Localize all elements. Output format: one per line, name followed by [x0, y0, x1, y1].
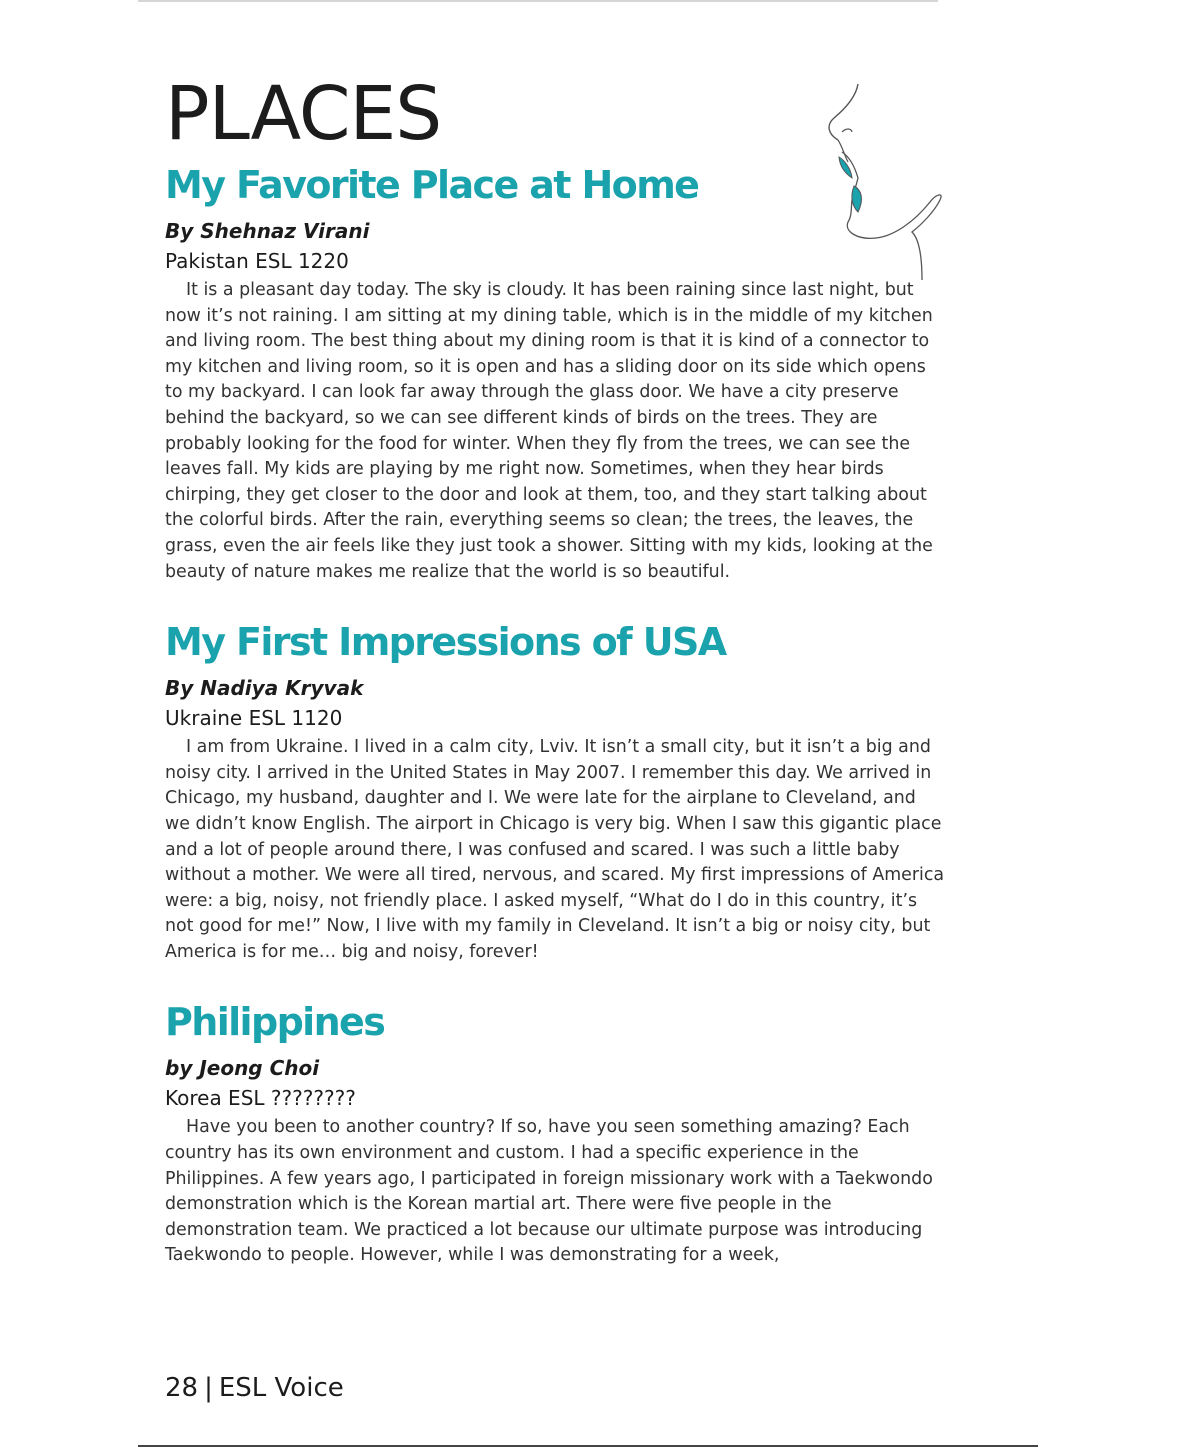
publication-name: ESL Voice — [218, 1373, 344, 1403]
article-origin: Pakistan ESL 1220 — [165, 249, 349, 273]
article-body: I am from Ukraine. I lived in a calm city, Lviv. It isn’t a small city, but it isn’t a big and noisy city. I arrived in the United States in May 2007. I remember this day. We arrived in Chicago, my husband, daughter and I. We were late for the airplane to Cleveland, and we didn’t know English. The airport in Chicago is very big. When I saw this gigantic place and a lot of people around there, I was confused and scared. I was such a little baby without a mother. We were all tired, nervous, and scared. My first impressions of America were: a big, noisy, not friendly place. I asked myself, “What do I do in this country, it’s not good for me!” Now, I live with my family in Cleveland. It isn’t a big or noisy city, but America is for me… big and noisy, forever! — [165, 737, 945, 962]
article-first-impressions — [165, 615, 945, 965]
top-divider — [138, 0, 938, 2]
article-body: It is a pleasant day today. The sky is cloudy. It has been raining since last night, but now it’s not raining. I am sitting at my dining table, which is in the middle of my kitchen and living room. The best thing about my dining room is that it is kind of a connector to my kitchen and living room, so it is open and has a sliding door on its side which opens to my backyard. I can look far away through the glass door. We have a city preserve behind the backyard, so we can see different kinds of birds on the trees. They are probably looking for the food for winter. When they fly from the trees, we can see the leaves fall. My kids are playing by me right now. Sometimes, when they hear birds chirping, they get closer to the door and look at them, too, and they start talking about the colorful birds. After the rain, everything seems so clean; the trees, the leaves, the grass, even the air feels like they just took a shower. Sitting with my kids, looking at the beauty of nature makes me realize that the world is so beautiful. — [165, 280, 933, 582]
page-number: 28 — [165, 1373, 199, 1403]
article-origin: Korea ESL ???????? — [165, 1086, 356, 1111]
article-title: My Favorite Place at Home — [165, 163, 699, 207]
article-favorite-place — [165, 158, 945, 585]
section-title: PLACES — [165, 71, 442, 157]
bottom-divider — [138, 1445, 1038, 1447]
article-author: By Nadiya Kryvak — [165, 676, 364, 701]
footer-separator: | — [204, 1373, 213, 1403]
article-body: Have you been to another country? If so, have you seen something amazing? Each country has its own environment and custom. I had a specific experience in the Philippines. A few years ago, I participated in foreign missionary work with a Taekwondo demonstration which is the Korean martial art. There were five people in the demonstration team. We practiced a lot because our ultimate purpose was introducing Taekwondo to people. However, while I was demonstrating for a week, — [165, 1117, 933, 1266]
article-philippines — [165, 995, 945, 1269]
article-title: My First Impressions of USA — [165, 620, 726, 665]
article-author: By Shehnaz Virani — [165, 219, 370, 243]
article-origin: Ukraine ESL 1120 — [165, 706, 343, 731]
page-content — [165, 70, 945, 1269]
page-footer — [165, 1370, 344, 1406]
article-author: by Jeong Choi — [165, 1056, 320, 1081]
article-title: Philippines — [165, 1000, 385, 1045]
